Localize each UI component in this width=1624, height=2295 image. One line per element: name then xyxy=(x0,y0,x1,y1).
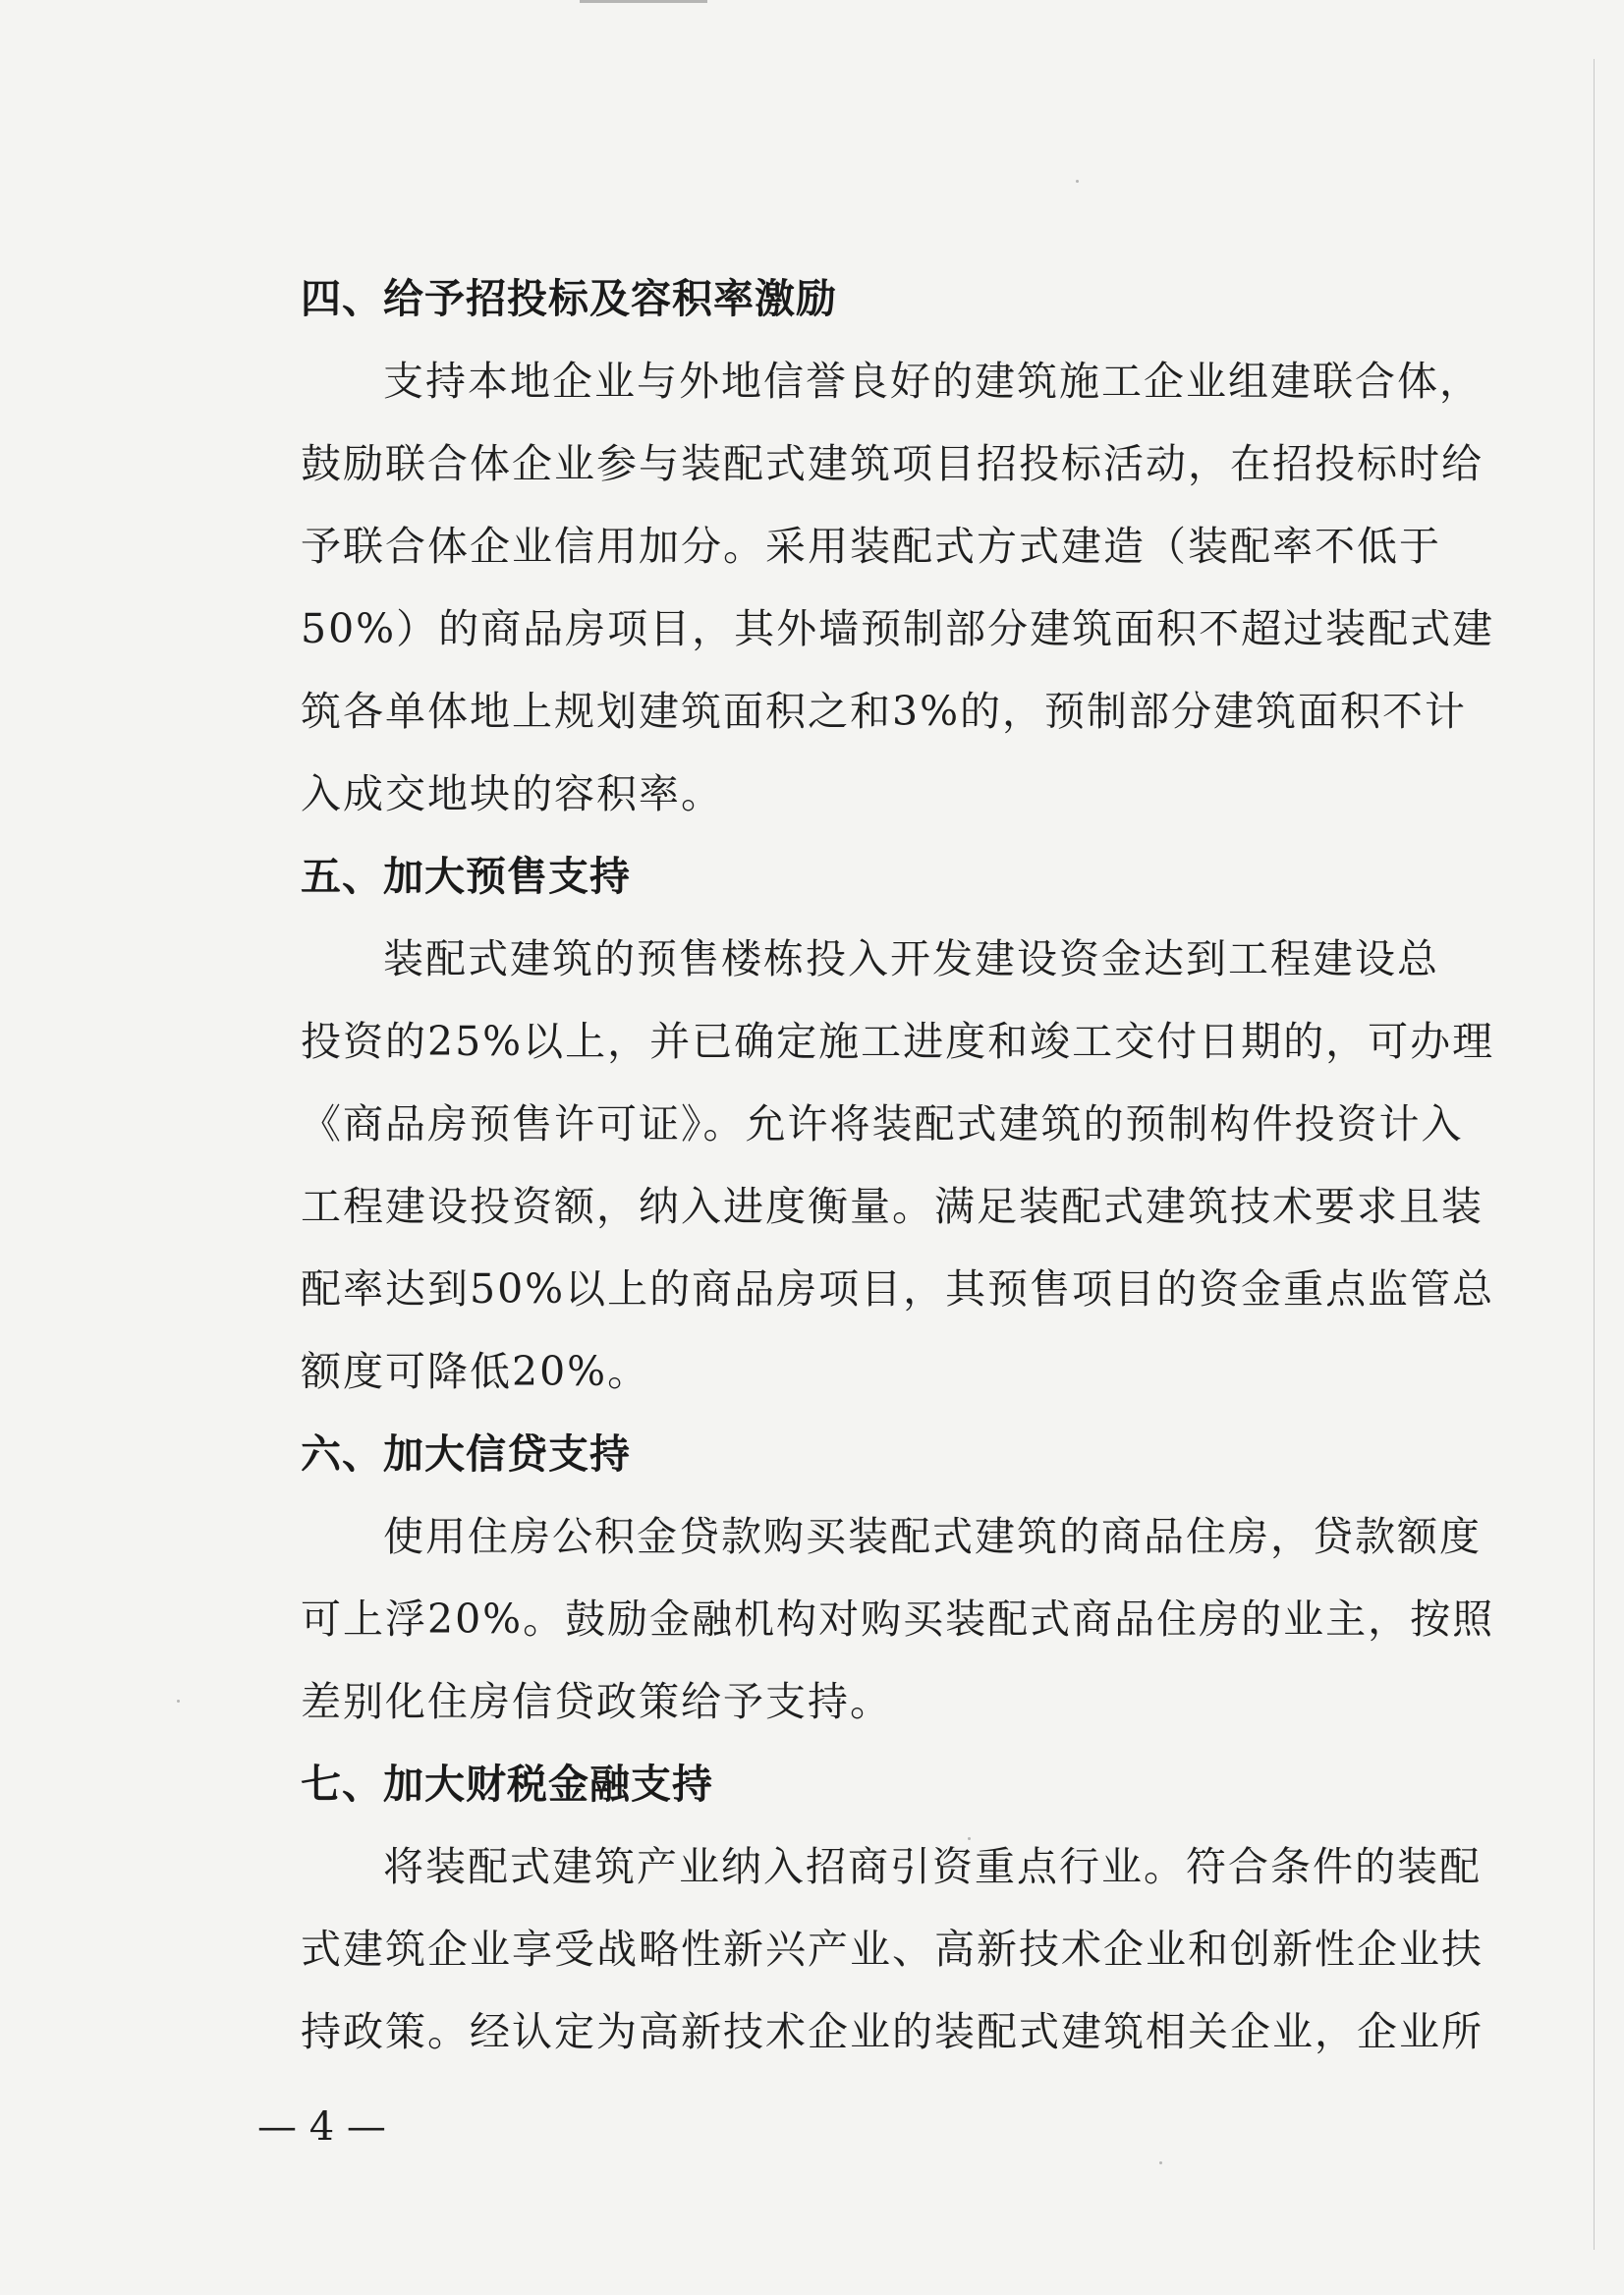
scan-artifact xyxy=(580,0,707,3)
text-line: 使用住房公积金贷款购买装配式建筑的商品住房，贷款额度 xyxy=(383,1513,1482,1560)
text-line: 装配式建筑的预售楼栋投入开发建设资金达到工程建设总 xyxy=(383,935,1439,982)
scan-speck xyxy=(1159,2161,1162,2164)
scan-speck xyxy=(1076,180,1079,183)
text-line: 支持本地企业与外地信誉良好的建筑施工企业组建联合体， xyxy=(383,358,1482,405)
text-line: 可上浮20%。鼓励金融机构对购买装配式商品住房的业主，按照 xyxy=(301,1595,1495,1643)
page-edge xyxy=(1594,59,1595,2250)
text-line: 持政策。经认定为高新技术企业的装配式建筑相关企业，企业所 xyxy=(301,2008,1484,2055)
text-line: 50%）的商品房项目，其外墙预制部分建筑面积不超过装配式建 xyxy=(301,605,1495,652)
section-paragraph-6 xyxy=(218,1495,1495,1743)
text-line: 额度可降低20%。 xyxy=(301,1348,650,1395)
text-line: 工程建设投资额，纳入进度衡量。满足装配式建筑技术要求且装 xyxy=(301,1183,1484,1230)
section-heading-7: 七、加大财税金融支持 xyxy=(301,1761,713,1808)
text-line: 式建筑企业享受战略性新兴产业、高新技术企业和创新性企业扶 xyxy=(301,1926,1484,1973)
text-line: 将装配式建筑产业纳入招商引资重点行业。符合条件的装配 xyxy=(383,1843,1482,1890)
text-line: 《商品房预售许可证》。允许将装配式建筑的预制构件投资计入 xyxy=(301,1100,1464,1148)
text-line: 予联合体企业信用加分。采用装配式方式建造（装配率不低于 xyxy=(301,523,1441,570)
text-line: 差别化住房信贷政策给予支持。 xyxy=(301,1678,892,1725)
document-body xyxy=(218,257,1495,2073)
text-line: 入成交地块的容积率。 xyxy=(301,770,723,817)
text-line: 鼓励联合体企业参与装配式建筑项目招投标活动，在招投标时给 xyxy=(301,440,1484,487)
text-line: 筑各单体地上规划建筑面积之和3%的，预制部分建筑面积不计 xyxy=(301,688,1468,735)
text-line: 投资的25%以上，并已确定施工进度和竣工交付日期的，可办理 xyxy=(301,1018,1495,1065)
page-number: — 4 — xyxy=(257,2104,386,2150)
section-paragraph-7 xyxy=(218,1825,1484,2073)
scan-speck xyxy=(177,1700,180,1703)
section-heading-6: 六、加大信贷支持 xyxy=(301,1430,631,1478)
section-paragraph-4 xyxy=(218,340,1495,835)
section-paragraph-5 xyxy=(218,918,1495,1413)
section-heading-5: 五、加大预售支持 xyxy=(301,853,631,900)
section-heading-4: 四、给予招投标及容积率激励 xyxy=(301,275,837,322)
text-line: 配率达到50%以上的商品房项目，其预售项目的资金重点监管总 xyxy=(301,1265,1495,1313)
